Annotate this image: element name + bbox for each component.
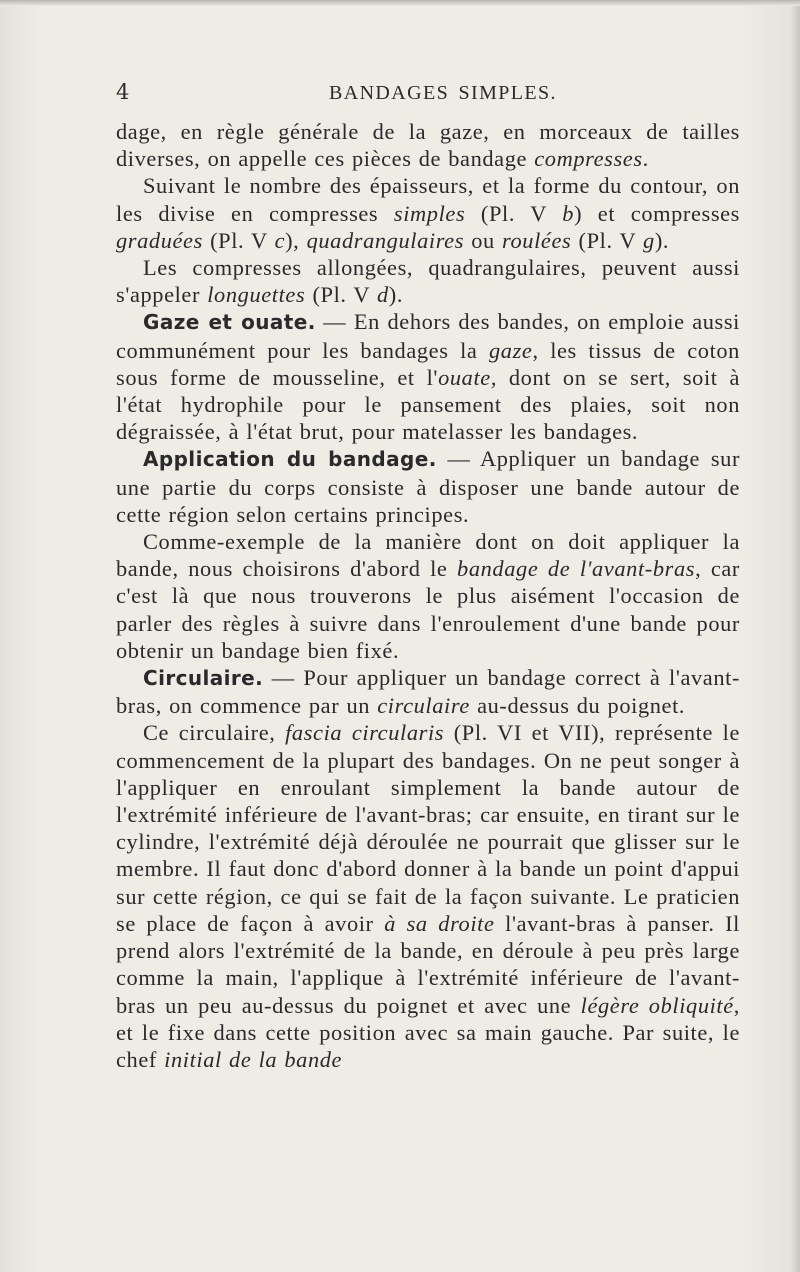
paragraph-2: Suivant le nombre des épaisseurs, et la forme du contour, on les divise en compresses simples (Pl. V b) et compresses graduées (Pl. V c), quadrangulaires ou roulées (Pl. V g). [116, 173, 740, 253]
paragraph-3: Les compresses allongées, quadrangulaires, peuvent aussi s'appeler longuettes (Pl. V d). [116, 255, 740, 308]
paragraph-gaze-et-ouate: Gaze et ouate. — En dehors des bandes, on emploie aussi communément pour les bandages la gaze, les tissus de coton sous forme de mousseline, et l'ouate, dont on se sert, soit à l'état hydrophile pour le pansement des plaies, soit non dégraissée, à l'état brut, pour matelasser les bandages. [116, 309, 741, 445]
page-top-edge [0, 0, 800, 6]
running-title: BANDAGES SIMPLES. [329, 82, 557, 104]
section-heading: Gaze et ouate. [143, 310, 316, 335]
paragraph-circulaire: Circulaire. — Pour appliquer un bandage correct à l'avant-bras, on commence par un circulaire au-dessus du poignet. [116, 665, 740, 719]
section-heading: Circulaire. [143, 666, 264, 691]
page-header [0, 80, 800, 110]
body-text [116, 118, 740, 1073]
paragraph-8: Ce circulaire, fascia circularis (Pl. VI et VII), représente le commencement de la plupart des bandages. On ne peut songer à l'appliquer en enroulant simplement la bande autour de l'extrémité inférieure de l'avant-bras; car ensuite, en tirant sur le cylindre, l'extrémité déjà déroulée ne pourrait que glisser sur le membre. Il faut donc d'abord donner à la bande un point d'appui sur cette région, ce qui se fait de la façon suivante. Le praticien se place de façon à avoir à sa droite l'avant-bras à panser. Il prend alors l'extrémité de la bande, en déroule à peu près large comme la main, l'applique à l'extrémité inférieure de l'avant-bras un peu au-dessus du poignet et avec une légère obliquité, et le fixe dans cette position avec sa main gauche. Par suite, le chef initial de la bande [116, 720, 740, 1072]
paragraph-6: Comme-exemple de la manière dont on doit appliquer la bande, nous choisirons d'abord le bandage de l'avant-bras, car c'est là que nous trouverons le plus aisément l'occasion de parler des règles à suivre dans l'enroulement d'une bande pour obtenir un bandage bien fixé. [116, 529, 740, 663]
paragraph-1: dage, en règle générale de la gaze, en morceaux de tailles diverses, on appelle ces pièces de bandage compresses. [116, 119, 740, 172]
page-number: 4 [116, 80, 130, 104]
section-heading: Application du bandage. [143, 447, 437, 472]
paragraph-application: Application du bandage. — Appliquer un bandage sur une partie du corps consiste à disposer une bande autour de cette région selon certains principes. [116, 446, 741, 527]
